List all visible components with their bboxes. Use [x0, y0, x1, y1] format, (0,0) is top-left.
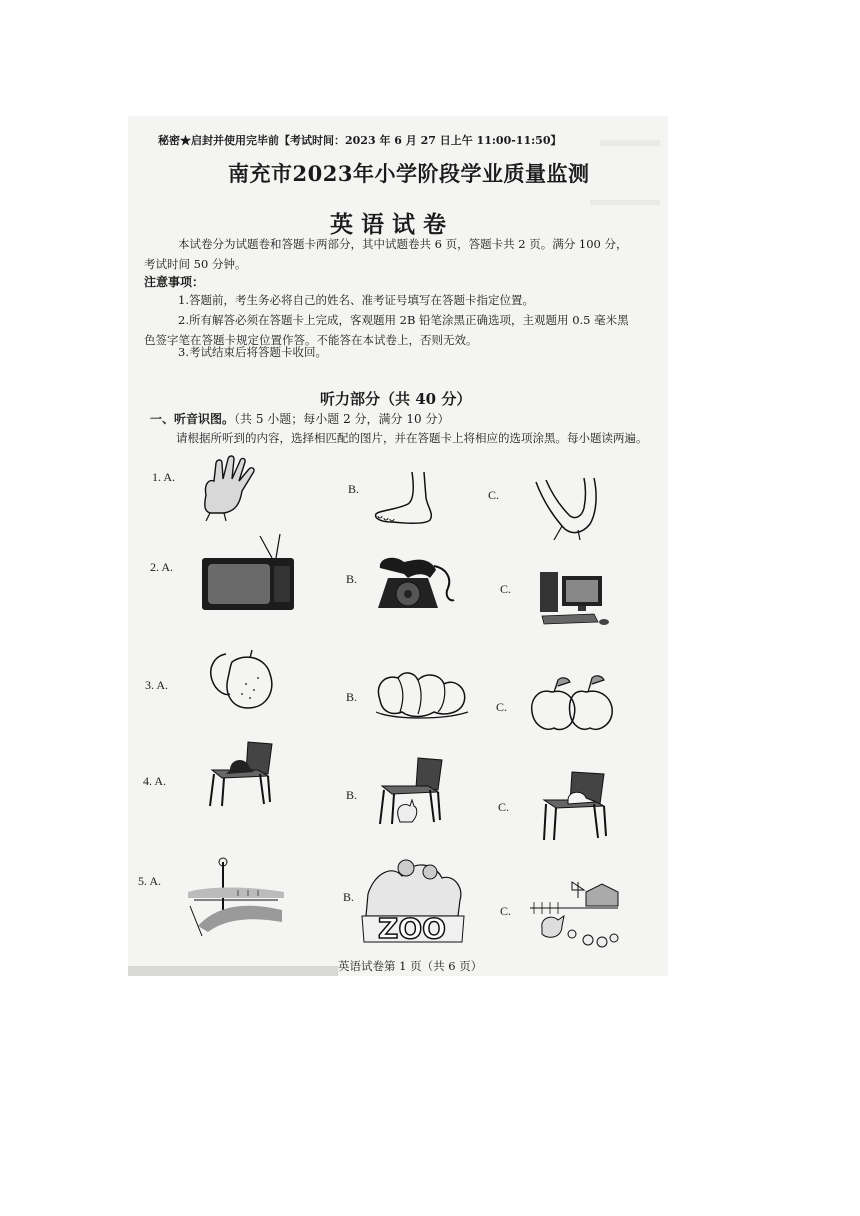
q5-option-a-label: 5. A.	[138, 874, 162, 888]
q1-option-a-label: 1. A.	[152, 470, 176, 484]
q5-option-b-label: B.	[343, 890, 355, 904]
q4-option-a-label: 4. A.	[143, 774, 167, 788]
q2-option-c-label: C.	[500, 582, 512, 596]
arm-icon	[532, 474, 602, 540]
chair-cat-icon	[376, 756, 448, 828]
zoo-icon	[358, 854, 468, 944]
exam-title: 南充市2023年小学阶段学业质量监测	[228, 161, 590, 186]
notes-heading: 注意事项：	[144, 275, 205, 289]
bleed-through-mark	[590, 200, 660, 205]
q4-option-c-label: C.	[498, 800, 510, 814]
note-item-2-continued: 色签字笔在答题卡规定位置作答。不能答在本试卷上，否则无效。	[144, 333, 478, 347]
page-footer: 英语试卷第 1 页（共 6 页）	[338, 959, 483, 973]
hand-icon	[196, 455, 276, 521]
intro-line-2: 考试时间 50 分钟。	[144, 257, 247, 271]
q4-option-b-label: B.	[346, 788, 358, 802]
bleed-through-mark	[600, 140, 660, 146]
q2-option-b-label: B.	[346, 572, 358, 586]
intro-line-1: 本试卷分为试题卷和答题卡两部分，其中试题卷共 6 页，答题卡共 2 页。满分 100 分，	[178, 237, 628, 251]
section-1-title	[150, 410, 449, 427]
chair-hat-icon	[206, 740, 278, 808]
telephone-icon	[374, 556, 456, 614]
section-1-name: 一、听音识图。	[150, 412, 235, 426]
computer-icon	[538, 568, 614, 630]
note-item-3: 3.考试结束后将答题卡收回。	[178, 345, 327, 359]
peaches-icon	[374, 664, 470, 722]
q3-option-a-label: 3. A.	[145, 678, 169, 692]
listening-heading: 听力部分（共 40 分）	[320, 390, 472, 408]
secret-line: 秘密★启封并使用完毕前【考试时间：2023 年 6 月 27 日上午 11:00-11:50】	[158, 134, 562, 147]
tv-icon	[200, 534, 296, 614]
section-1-instruction: 请根据所听到的内容，选择相匹配的图片，并在答题卡上将相应的选项涂黑。每小题读两遍。	[176, 431, 648, 445]
farm-icon	[528, 878, 620, 952]
q1-option-c-label: C.	[488, 488, 500, 502]
apples-icon	[528, 672, 616, 734]
zoo-sign-text: ZOO	[378, 912, 446, 944]
q3-option-b-label: B.	[346, 690, 358, 704]
q3-option-c-label: C.	[496, 700, 508, 714]
q5-option-c-label: C.	[500, 904, 512, 918]
note-item-1: 1.答题前，考生务必将自己的姓名、准考证号填写在答题卡指定位置。	[178, 293, 534, 307]
chair-cap-icon	[542, 770, 614, 842]
section-1-meta: （共 5 小题；每小题 2 分，满分 10 分）	[234, 412, 450, 426]
q1-option-b-label: B.	[348, 482, 360, 496]
exam-subtitle: 英语试卷	[330, 211, 454, 238]
foot-icon	[372, 470, 452, 526]
pear-icon	[206, 648, 280, 712]
note-item-2: 2.所有解答必须在答题卡上完成，客观题用 2B 铅笔涂黑正确选项，主观题用 0.5 毫米黑	[178, 313, 629, 327]
park-icon	[188, 856, 284, 936]
page-edge-shadow	[128, 966, 338, 976]
q2-option-a-label: 2. A.	[150, 560, 174, 574]
